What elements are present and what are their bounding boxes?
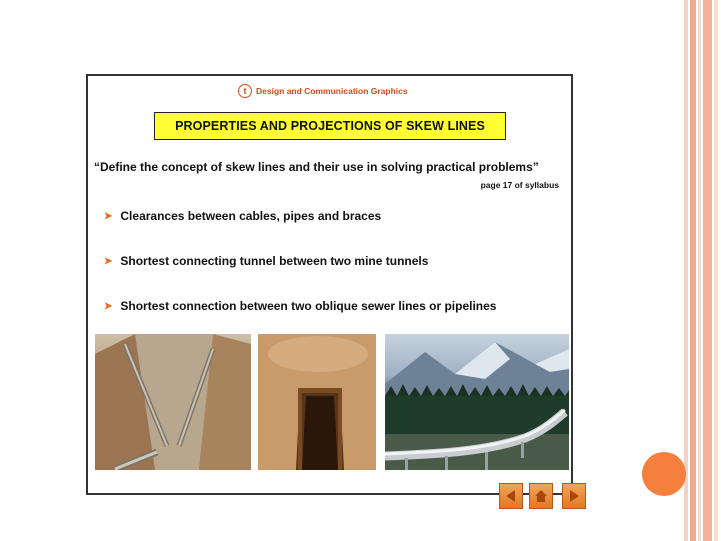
bullet-text: Shortest connecting tunnel between two mine tunnels <box>120 254 429 268</box>
brand-logo-icon: t <box>238 84 252 98</box>
slide-title-box <box>154 112 506 140</box>
arrow-right-icon <box>566 488 582 504</box>
bullet-arrow-icon: ➤ <box>104 210 113 222</box>
next-slide-button[interactable] <box>562 483 586 509</box>
decor-stripe <box>690 0 696 541</box>
bullet-item <box>104 254 428 268</box>
trench-pipes-photo <box>95 334 251 470</box>
bullet-text: Shortest connection between two oblique sewer lines or pipelines <box>120 299 497 313</box>
brand-label: Design and Communication Graphics <box>256 86 408 96</box>
pipeline-mountains-photo <box>385 334 569 470</box>
bullet-item <box>104 209 381 223</box>
syllabus-quote: “Define the concept of skew lines and their use in solving practical problems” <box>94 160 539 174</box>
prev-slide-button[interactable] <box>499 483 523 509</box>
home-button[interactable] <box>529 483 553 509</box>
brand-header <box>238 84 408 98</box>
decor-orange-circle <box>642 452 686 496</box>
arrow-left-icon <box>503 488 519 504</box>
decor-stripe <box>698 0 701 541</box>
decor-stripe <box>684 0 688 541</box>
slide-title: PROPERTIES AND PROJECTIONS OF SKEW LINES <box>175 119 485 133</box>
trench-pipes-graphic <box>95 334 251 470</box>
pipeline-mountains-graphic <box>385 334 569 470</box>
syllabus-reference: page 17 of syllabus <box>480 180 559 190</box>
mine-tunnel-graphic <box>258 334 376 470</box>
slide-frame <box>86 74 573 495</box>
decor-stripe <box>703 0 712 541</box>
decor-stripe <box>714 0 718 541</box>
bullet-arrow-icon: ➤ <box>104 255 113 267</box>
mine-tunnel-photo <box>258 334 376 470</box>
bullet-item <box>104 299 496 313</box>
home-icon <box>533 488 549 504</box>
bullet-arrow-icon: ➤ <box>104 300 113 312</box>
bullet-text: Clearances between cables, pipes and braces <box>120 209 382 223</box>
